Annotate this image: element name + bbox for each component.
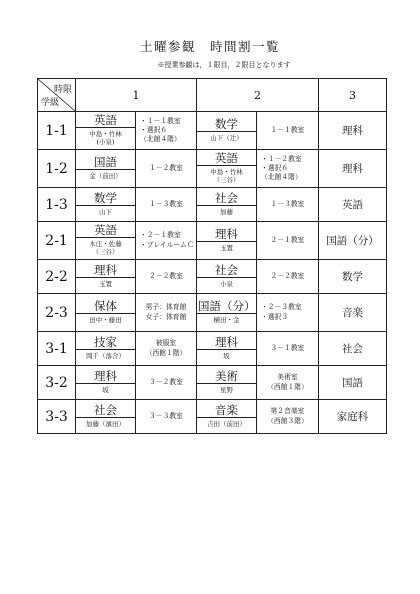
p3-subject: 社会 [319, 332, 387, 366]
teacher-name: 横田・金 [197, 313, 256, 324]
teacher-name: 中島・竹林 （三谷） [197, 165, 256, 184]
table-row [38, 112, 387, 150]
table-row [38, 222, 387, 260]
subject-name: 美術 [215, 368, 238, 383]
corner-label-period: 時限 [53, 85, 72, 95]
subject-name: 理科 [94, 262, 117, 277]
p2-subject-cell [197, 112, 257, 150]
period-header-1: 1 [76, 79, 197, 112]
classroom-cell: １－３教室 [257, 188, 319, 222]
p3-subject: 理科 [319, 112, 387, 150]
p3-subject: 数学 [319, 260, 387, 294]
p2-subject-cell [197, 400, 257, 434]
p3-subject: 国語 [319, 366, 387, 400]
class-label: 2-2 [38, 260, 76, 294]
p3-subject: 家庭科 [319, 400, 387, 434]
classroom-cell: 男子：体育館 女子：体育館 [136, 294, 197, 332]
classroom-cell: 美術室 （西館１階） [257, 366, 319, 400]
classroom-cell: １－１教室 [257, 112, 319, 150]
class-label: 1-3 [38, 188, 76, 222]
subject-name: 社会 [215, 262, 238, 277]
teacher-name: 木庄・佐藤 （三谷） [76, 237, 135, 256]
teacher-name: 金（前田） [76, 169, 135, 180]
teacher-name: 中島・竹林 (小泉) [76, 127, 135, 146]
classroom-cell: 第２音楽室 （西館３階） [257, 400, 319, 434]
p1-subject-cell [76, 188, 136, 222]
timetable [37, 78, 387, 434]
subject-name: 英語 [215, 150, 238, 165]
class-label: 2-3 [38, 294, 76, 332]
teacher-name: 加藤 [197, 205, 256, 216]
classroom-cell: 被服室 （西館１階） [136, 332, 197, 366]
table-row [38, 400, 387, 434]
subject-name: 技家 [94, 334, 117, 349]
subject-name: 英語 [94, 112, 117, 127]
classroom-cell: ３－１教室 [257, 332, 319, 366]
p3-subject: 理科 [319, 150, 387, 188]
p2-subject-cell [197, 294, 257, 332]
period-header-3: 3 [319, 79, 387, 112]
p1-subject-cell [76, 260, 136, 294]
subject-name: 数学 [215, 116, 238, 131]
classroom-cell: ２－１教室 [257, 222, 319, 260]
subject-name: 保体 [94, 298, 117, 313]
p3-subject: 音楽 [319, 294, 387, 332]
classroom-cell: １－３教室 [136, 188, 197, 222]
teacher-name: 小泉 [197, 277, 256, 288]
p2-subject-cell [197, 260, 257, 294]
timetable-body [38, 112, 387, 434]
p1-subject-cell [76, 332, 136, 366]
classroom-cell: ・１－２教室 ・選択６ （北館４階） [257, 150, 319, 188]
corner-label-class: 学級 [41, 98, 60, 108]
classroom-cell: ２－２教室 [257, 260, 319, 294]
classroom-cell: ２－２教室 [136, 260, 197, 294]
teacher-name: 吉田（前田） [197, 417, 256, 428]
p3-subject: 英語 [319, 188, 387, 222]
class-label: 2-1 [38, 222, 76, 260]
teacher-name: 坂 [76, 383, 135, 394]
subject-name: 国語 [94, 154, 117, 169]
p1-subject-cell [76, 112, 136, 150]
subject-name: 理科 [94, 368, 117, 383]
classroom-cell: ・１－１教室 ・選択６ （北館４階） [136, 112, 197, 150]
teacher-name: 坂 [197, 349, 256, 360]
subject-name: 理科 [215, 334, 238, 349]
teacher-name: 岡千（落合） [76, 349, 135, 360]
p1-subject-cell [76, 366, 136, 400]
classroom-cell: ・２－１教室 ・プレイルームＣ [136, 222, 197, 260]
teacher-name: 田中・藤田 [76, 313, 135, 324]
classroom-cell: １－２教室 [136, 150, 197, 188]
teacher-name: 山下 [76, 205, 135, 216]
p2-subject-cell [197, 222, 257, 260]
subject-name: 数学 [94, 190, 117, 205]
table-row [38, 260, 387, 294]
table-row [38, 150, 387, 188]
subject-name: 社会 [94, 402, 117, 417]
class-label: 3-3 [38, 400, 76, 434]
subject-name: 国語（分） [198, 298, 256, 313]
classroom-cell: ３－３教室 [136, 400, 197, 434]
class-label: 3-2 [38, 366, 76, 400]
subject-name: 社会 [215, 190, 238, 205]
subject-name: 音楽 [215, 402, 238, 417]
teacher-name: 山下（辻） [197, 131, 256, 142]
subject-name: 理科 [215, 226, 238, 241]
period-header-2: 2 [197, 79, 319, 112]
p1-subject-cell [76, 150, 136, 188]
p1-subject-cell [76, 400, 136, 434]
class-label: 1-1 [38, 112, 76, 150]
teacher-name: 玉置 [76, 277, 135, 288]
class-label: 1-2 [38, 150, 76, 188]
p2-subject-cell [197, 332, 257, 366]
table-row [38, 188, 387, 222]
table-row [38, 366, 387, 400]
page-title: 土曜参観 時間割一覧 [139, 39, 280, 54]
p1-subject-cell [76, 294, 136, 332]
page-note: ※授業参観は，１限目，２限目となります [157, 61, 291, 69]
class-label: 3-1 [38, 332, 76, 366]
p2-subject-cell [197, 150, 257, 188]
classroom-cell: ・２－３教室 ・選択３ [257, 294, 319, 332]
teacher-name: 加藤（濱田） [76, 417, 135, 428]
header-row [38, 79, 387, 112]
p1-subject-cell [76, 222, 136, 260]
p2-subject-cell [197, 366, 257, 400]
table-row [38, 294, 387, 332]
subject-name: 英語 [94, 222, 117, 237]
teacher-name: 星野 [197, 383, 256, 394]
p2-subject-cell [197, 188, 257, 222]
table-row [38, 332, 387, 366]
corner-cell [38, 79, 76, 112]
teacher-name: 玉置 [197, 241, 256, 252]
classroom-cell: ３－２教室 [136, 366, 197, 400]
p3-subject: 国語（分） [319, 222, 387, 260]
